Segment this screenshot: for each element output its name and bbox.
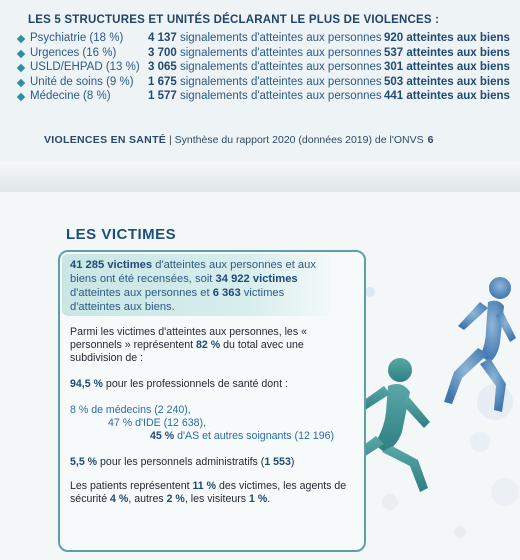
page-footer [44, 134, 433, 146]
total-victims-count: 41 285 [70, 259, 105, 271]
property-reports [384, 61, 510, 73]
admin-staff-line [70, 456, 350, 469]
personal-reports-count: 4 137 [148, 32, 177, 44]
summary-text: victimes d'atteintes aux biens. [70, 287, 285, 313]
other-victims-text: des victimes, les agents de sécurité [70, 480, 347, 505]
admin-staff-text: pour les personnels administratifs ( [97, 456, 265, 468]
list-item [18, 90, 508, 105]
personal-reports [148, 61, 382, 73]
security-share: 4 % [110, 493, 129, 505]
health-professionals-line [70, 378, 350, 391]
list-item [18, 61, 508, 76]
structures-list [18, 32, 508, 105]
care-assistants-line [150, 430, 360, 443]
visitors-share: 1 % [249, 493, 268, 505]
admin-staff-count: 1 553 [264, 456, 291, 468]
list-item [18, 32, 508, 47]
property-reports-label: atteintes aux biens [406, 61, 510, 73]
staff-intro-text: Parmi les victimes d'atteintes aux personnes, les « personnels » représentent [70, 326, 307, 351]
property-reports-count: 503 [384, 75, 404, 88]
health-professionals-share: 94,5 % [70, 378, 103, 390]
care-assistants-share: 45 % [150, 430, 175, 442]
property-reports-label: atteintes aux biens [406, 90, 510, 102]
doctors-line: 8 % de médecins (2 240), [70, 404, 191, 416]
personal-reports-label: signalements d'atteintes aux personnes [179, 75, 382, 88]
diamond-bullet-icon [17, 35, 25, 43]
personal-reports [148, 32, 382, 44]
person-victims-count: 34 922 [215, 273, 250, 285]
property-reports-count: 441 [384, 90, 404, 102]
summary-text: d'atteintes aux personnes et aux biens ont été recensées, soit [70, 259, 316, 285]
personal-reports [148, 76, 382, 88]
other-victims-line [70, 480, 350, 506]
personal-reports [148, 90, 382, 102]
staff-intro-text: du total avec une subdivision de : [70, 339, 304, 364]
staff-intro [70, 326, 350, 365]
personal-reports-label: signalements d'atteintes aux personnes [179, 90, 382, 102]
other-victims-text: , autres [128, 493, 167, 505]
property-reports-label: atteintes aux biens [406, 32, 510, 44]
victims-word: victimes [249, 273, 298, 285]
admin-staff-text: ) [290, 456, 295, 468]
others-share: 2 % [166, 493, 185, 505]
diamond-bullet-icon [17, 64, 25, 72]
victims-word: victimes [104, 259, 153, 271]
diamond-bullet-icon [17, 78, 25, 86]
nurses-line: 47 % d'IDE (12 638), [108, 417, 207, 429]
property-reports [384, 47, 510, 59]
victims-title: LES VICTIMES [66, 226, 177, 243]
list-item [18, 47, 508, 62]
structure-category: USLD/EHPAD (13 %) [30, 61, 140, 73]
personal-reports-count: 1 577 [148, 90, 177, 102]
personal-reports [148, 47, 382, 59]
property-reports-label: atteintes aux biens [406, 46, 510, 59]
property-reports [384, 76, 510, 88]
structure-category: Urgences (16 %) [30, 46, 117, 59]
care-assistants-text: d'AS et autres soignants (12 196) [174, 430, 335, 442]
structures-title: LES 5 STRUCTURES ET UNITÉS DÉCLARANT LE PLUS DE VIOLENCES : [28, 14, 440, 26]
staff-share: 82 % [196, 339, 221, 351]
personal-reports-label: signalements d'atteintes aux personnes [179, 46, 382, 59]
diamond-bullet-icon [17, 49, 25, 57]
property-reports-label: atteintes aux biens [406, 75, 510, 88]
property-reports [384, 90, 510, 102]
personal-reports-count: 1 675 [148, 75, 177, 88]
summary-text: d'atteintes aux personnes et [70, 287, 213, 299]
page-gap [0, 162, 520, 192]
other-victims-text: Les patients représentent [70, 480, 193, 492]
list-item [18, 76, 508, 91]
patients-share: 11 % [192, 480, 217, 492]
admin-staff-share: 5,5 % [70, 456, 98, 468]
property-reports-count: 920 [384, 32, 404, 44]
personal-reports-label: signalements d'atteintes aux personnes [179, 61, 382, 73]
health-professionals-text: pour les professionnels de santé dont : [102, 378, 288, 390]
page-number: 6 [427, 134, 434, 146]
structure-category: Médecine (8 %) [30, 90, 111, 102]
personal-reports-label: signalements d'atteintes aux personnes [179, 32, 382, 44]
property-reports-count: 537 [384, 46, 404, 59]
personal-reports-count: 3 065 [148, 61, 177, 73]
diamond-bullet-icon [17, 93, 25, 101]
footer-report-subtitle: | Synthèse du rapport 2020 (données 2019) de l'ONVS [166, 134, 424, 146]
other-victims-text: . [267, 493, 271, 505]
report-page-top [0, 0, 520, 162]
structure-category: Psychiatrie (18 %) [30, 32, 124, 44]
report-page-victims [0, 192, 520, 560]
property-victims-count: 6 363 [212, 287, 241, 299]
other-victims-text: , les visiteurs [184, 493, 250, 505]
property-reports-count: 301 [384, 61, 404, 73]
property-reports [384, 32, 510, 44]
structure-category: Unité de soins (9 %) [30, 75, 134, 88]
footer-report-name: VIOLENCES EN SANTÉ [44, 134, 167, 146]
victims-summary [70, 258, 330, 314]
personal-reports-count: 3 700 [148, 46, 177, 59]
